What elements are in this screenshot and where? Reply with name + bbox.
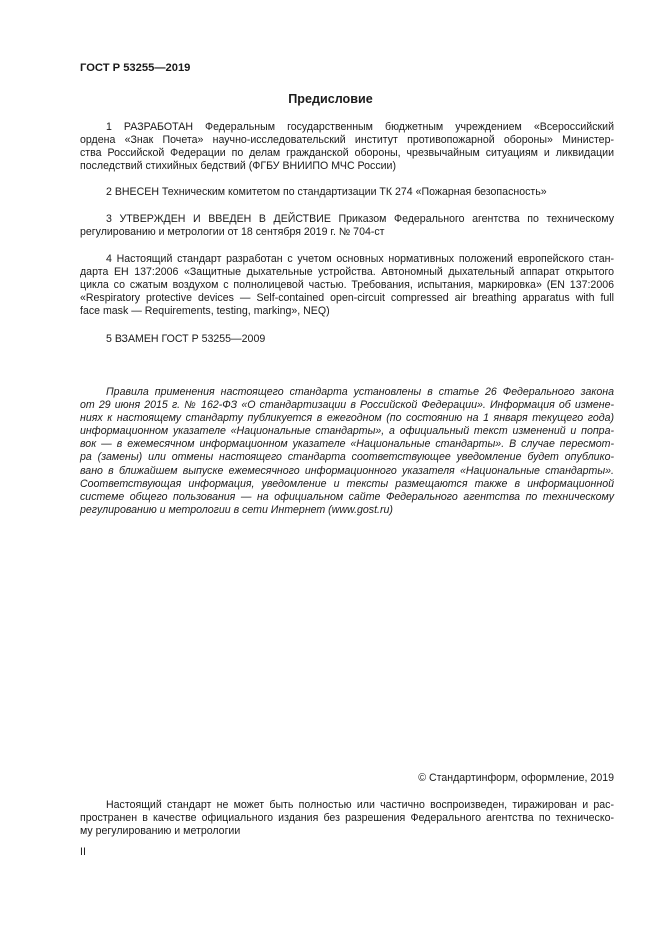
paragraph-developed-with-standard — [80, 253, 614, 318]
paragraph-developed-by — [80, 121, 614, 173]
text-line: дарта ЕН 137:2006 «Защитные дыхательные устройства. Автономный дыхательный аппарат открытого — [80, 266, 614, 279]
text-line: информационном указателе «Национальные стандарты», а официальный текст изменений и попра- — [80, 425, 614, 438]
page-title: Предисловие — [288, 92, 373, 106]
text-line: последствий стихийных бедствий (ФГБУ ВНИИПО МЧС России) — [80, 160, 397, 173]
text-line: системе общего пользования — на официальном сайте Федерального агентства по техническому — [80, 490, 614, 503]
text-line: ниях к настоящему стандарту публикуется в ежегодном (по состоянию на 1 января текущего года) — [80, 412, 614, 425]
standard-code-header: ГОСТ Р 53255—2019 — [80, 62, 191, 74]
text-line: регулированию и метрологии от 18 сентября 2019 г. № 704-ст — [80, 226, 385, 239]
text-line: ства Российской Федерации по делам гражданской обороны, чрезвычайным ситуациям и ликвидации — [80, 147, 614, 160]
text-line: от 29 июня 2015 г. № 162-ФЗ «О стандартизации в Российской Федерации». Информация об измене- — [80, 399, 614, 412]
text-line: цикла со сжатым воздухом с полнолицевой частью. Требования, испытания, маркировка» (EN 137:2006 — [80, 279, 614, 292]
text-line: 1 РАЗРАБОТАН Федеральным государственным бюджетным учреждением «Всероссийский — [106, 121, 614, 133]
text-line: Правила применения настоящего стандарта установлены в статье 26 Федерального закона — [106, 386, 614, 398]
text-line: face mask — Requirements, testing, marking», NEQ) — [80, 305, 330, 318]
text-line: ордена «Знак Почета» научно-исследовательский институт противопожарной обороны» Министер- — [80, 134, 614, 147]
paragraph-introduced-by — [80, 186, 614, 199]
paragraph-replaces — [80, 333, 614, 346]
text-line: 4 Настоящий стандарт разработан с учетом основных нормативных положений европейского стан- — [106, 253, 614, 265]
text-line: Соответствующая информация, уведомление и тексты размещаются также в информационной — [80, 477, 614, 490]
application-rules-notice — [80, 386, 614, 517]
copyright-notice: © Стандартинформ, оформление, 2019 — [418, 772, 614, 784]
text-line: регулированию и метрологии в сети Интернет (www.gost.ru) — [80, 503, 393, 516]
page-number: II — [80, 846, 86, 858]
text-line: Настоящий стандарт не может быть полностью или частично воспроизведен, тиражирован и рас- — [106, 799, 614, 811]
text-line: 2 ВНЕСЕН Техническим комитетом по стандартизации ТК 274 «Пожарная безопасность» — [106, 186, 547, 198]
text-line: пространен в качестве официального издания без разрешения Федерального агентства по техническо- — [80, 812, 614, 825]
reproduction-notice — [80, 799, 614, 838]
text-line: вано в ближайшем выпуске ежемесячного информационного указателя «Национальные стандарты». — [80, 464, 614, 477]
text-line: 5 ВЗАМЕН ГОСТ Р 53255—2009 — [106, 333, 266, 345]
text-line: вок — в ежемесячном информационном указателе «Национальные стандарты». В случае пересмот- — [80, 438, 614, 451]
text-line: ра (замены) или отмены настоящего стандарта соответствующее уведомление будет опублико- — [80, 451, 614, 464]
text-line: му регулированию и метрологии — [80, 825, 241, 838]
text-line: «Respiratory protective devices — Self-contained open-circuit compressed air breathing apparatus with full — [80, 292, 614, 305]
paragraph-approved — [80, 213, 614, 239]
text-line: 3 УТВЕРЖДЕН И ВВЕДЕН В ДЕЙСТВИЕ Приказом Федерального агентства по техническому — [106, 213, 614, 225]
